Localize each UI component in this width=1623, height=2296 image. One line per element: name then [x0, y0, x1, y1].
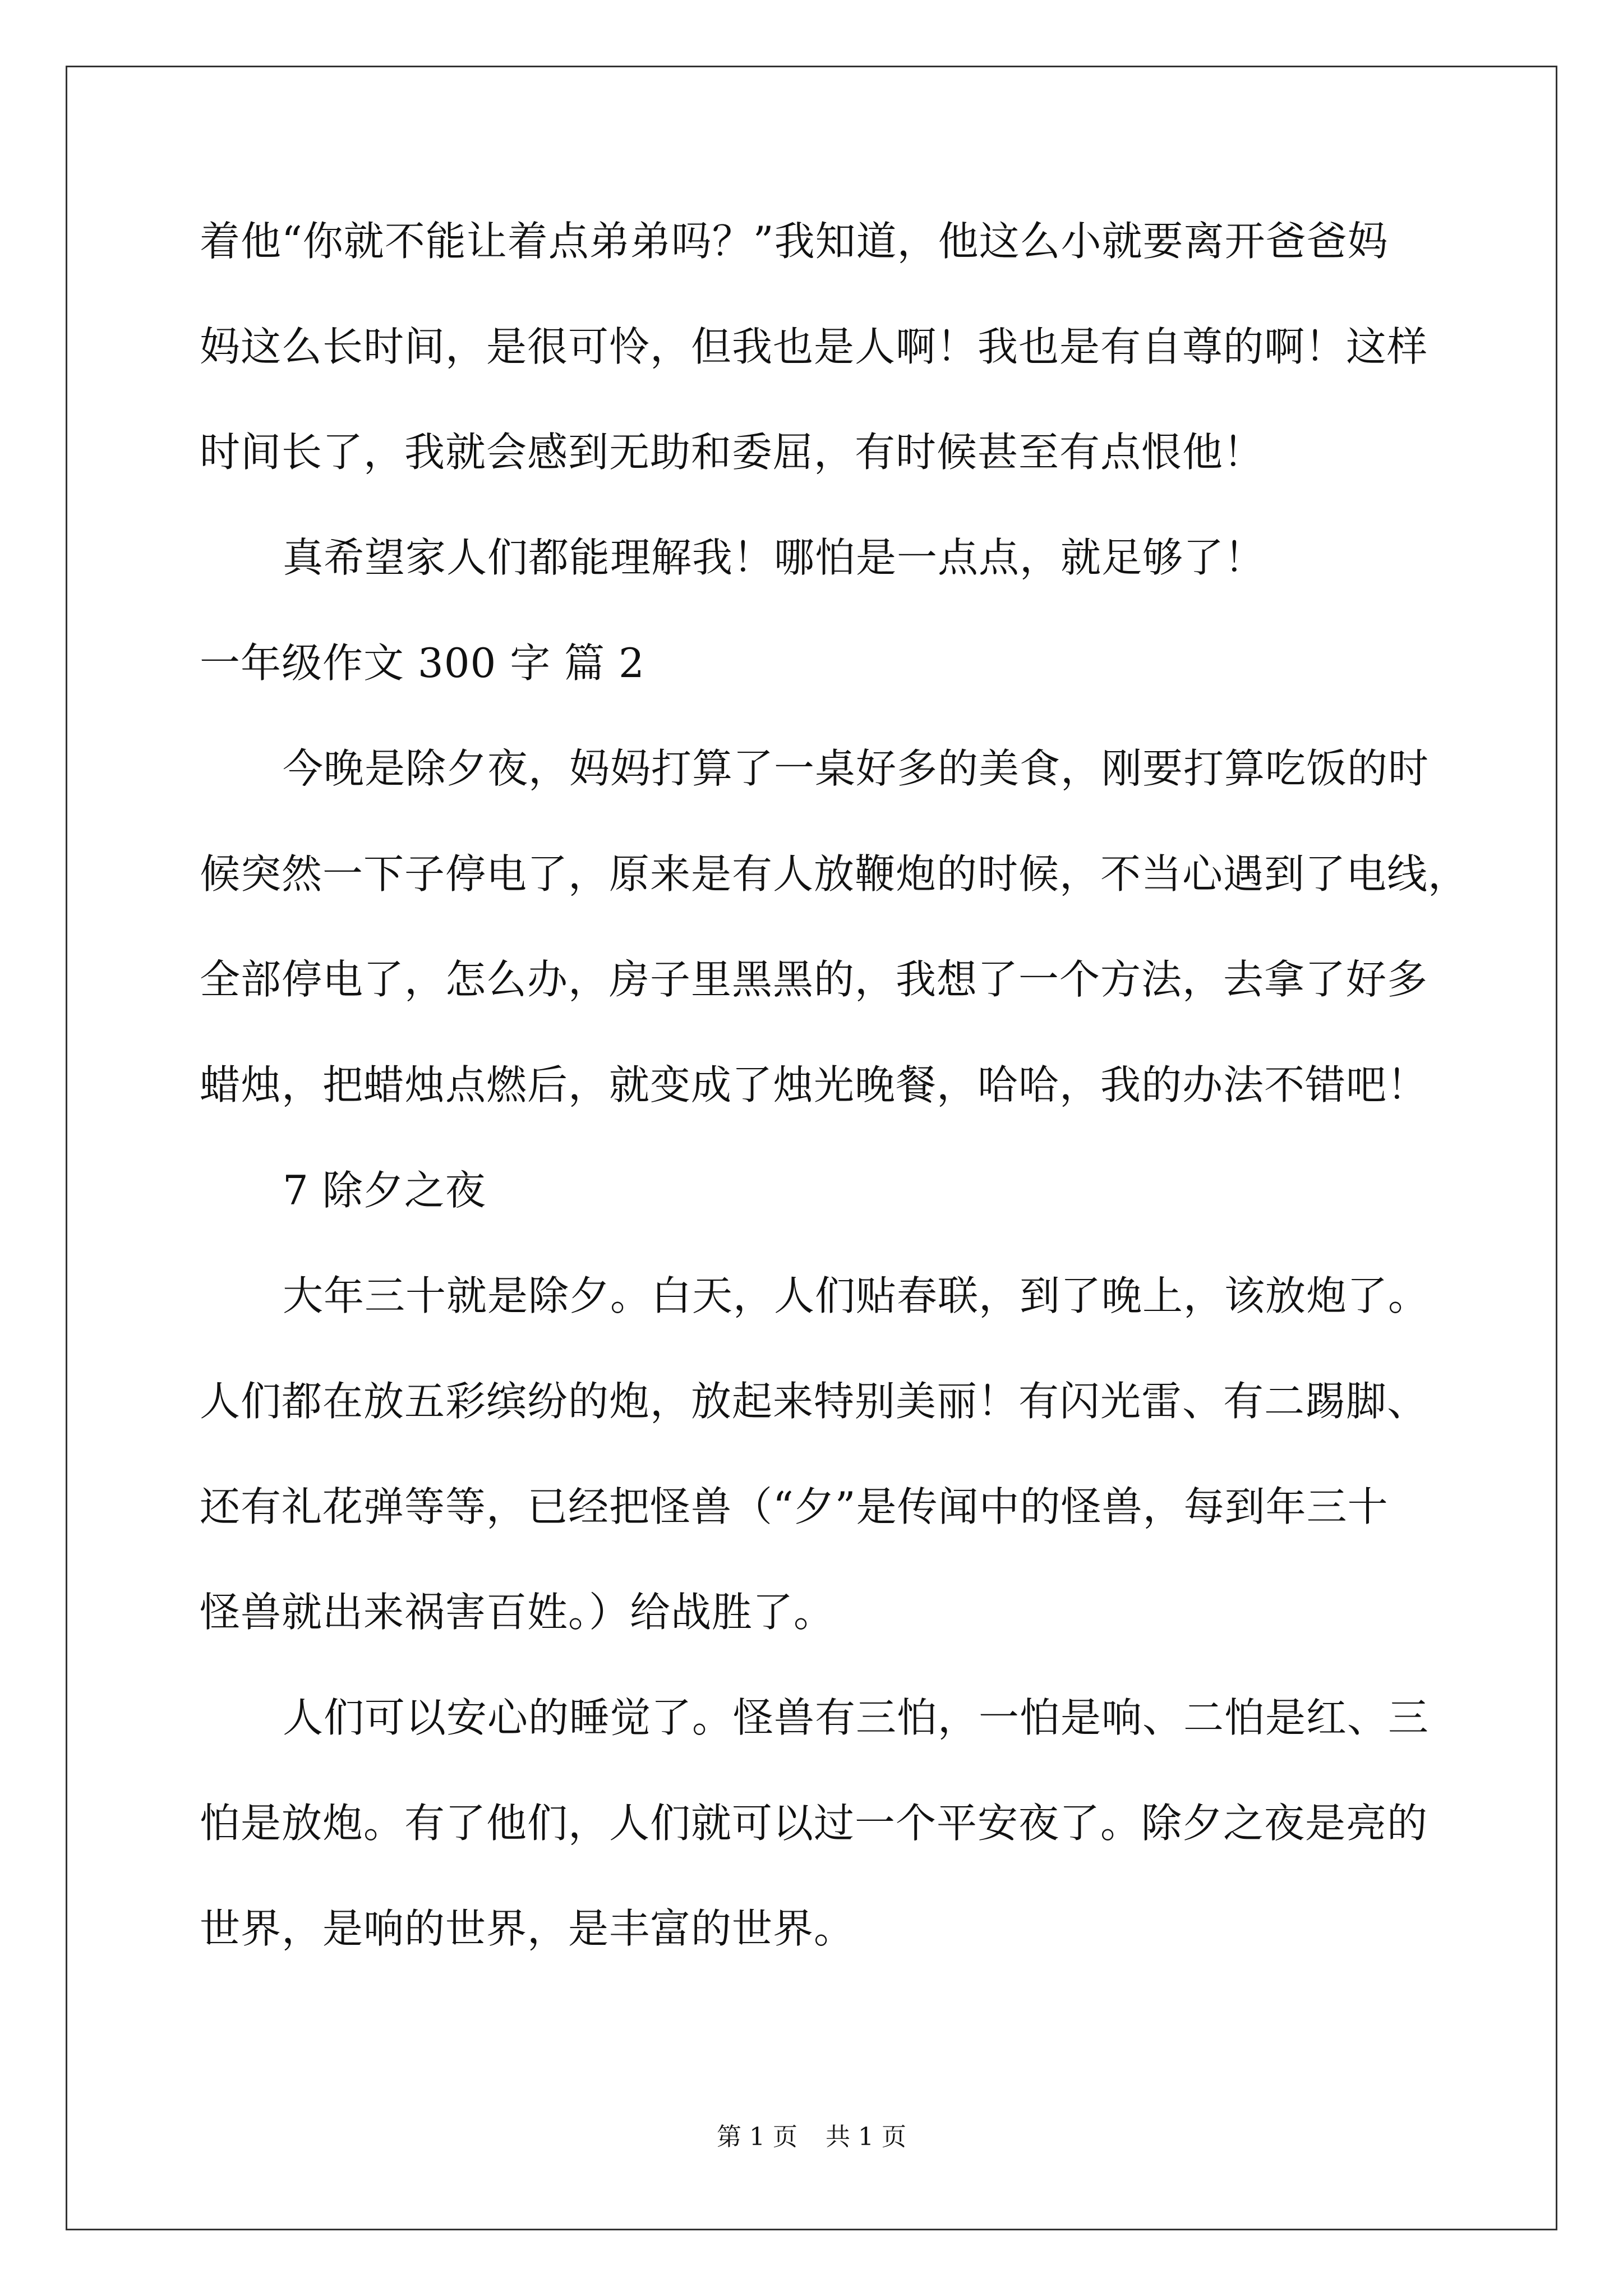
- text-line: 真希望家人们都能理解我！哪怕是一点点，就足够了！: [283, 534, 1266, 581]
- text-line: 候突然一下子停电了，原来是有人放鞭炮的时候，不当心遇到了电线，: [200, 850, 1469, 898]
- text-line: 人们可以安心的睡觉了。怪兽有三怕，一怕是响、二怕是红、三: [283, 1694, 1430, 1741]
- text-line: 着他“你就不能让着点弟弟吗？”我知道，他这么小就要离开爸爸妈: [200, 218, 1389, 265]
- text-line: 还有礼花弹等等，已经把怪兽（“夕”是传闻中的怪兽，每到年三十: [200, 1483, 1389, 1530]
- text-line: 怕是放炮。有了他们，人们就可以过一个平安夜了。除夕之夜是亮的: [200, 1800, 1428, 1847]
- text-line: 大年三十就是除夕。白天，人们贴春联，到了晚上，该放炮了。: [283, 1272, 1430, 1319]
- subsection-title: 7 除夕之夜: [283, 1167, 486, 1214]
- page-footer: [0, 2120, 1623, 2154]
- text-line: 人们都在放五彩缤纷的炮，放起来特别美丽！有闪光雷、有二踢脚、: [200, 1378, 1428, 1425]
- text-line: 全部停电了，怎么办，房子里黑黑的，我想了一个方法，去拿了好多: [200, 956, 1428, 1003]
- page-total: 共 1 页: [826, 2123, 906, 2151]
- section-heading: 一年级作文 300 字 篇 2: [200, 639, 645, 687]
- text-line: 蜡烛，把蜡烛点燃后，就变成了烛光晚餐，哈哈，我的办法不错吧！: [200, 1061, 1428, 1108]
- text-line: 世界，是响的世界，是丰富的世界。: [200, 1905, 855, 1952]
- text-line: 今晚是除夕夜，妈妈打算了一桌好多的美食，刚要打算吃饭的时: [283, 745, 1430, 792]
- page-number: 第 1 页: [717, 2123, 797, 2151]
- text-line: 时间长了，我就会感到无助和委屈，有时候甚至有点恨他！: [200, 429, 1265, 476]
- text-line: 怪兽就出来祸害百姓。）给战胜了。: [200, 1589, 835, 1636]
- text-line: 妈这么长时间，是很可怜，但我也是人啊！我也是有自尊的啊！这样: [200, 323, 1428, 370]
